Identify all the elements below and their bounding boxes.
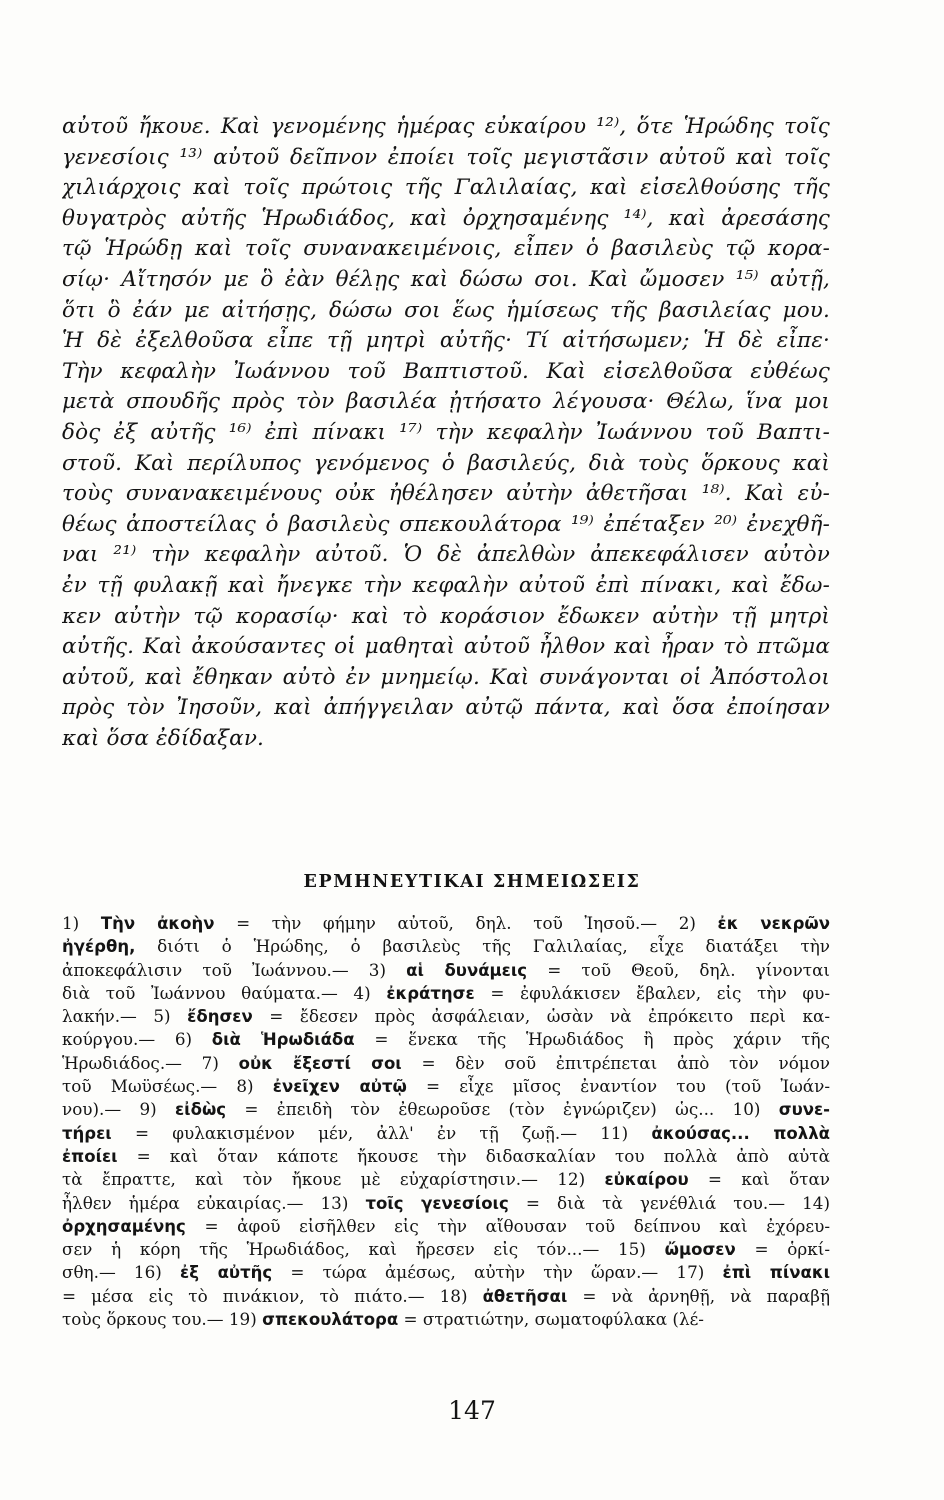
main-text-line: θυγατρὸς αὐτῆς Ἡρωδιάδος, καὶ ὀρχησαμένης ¹⁴⁾, καὶ ἀρεσάσης xyxy=(62,205,830,231)
note-term: τοῖς γενεσίοις xyxy=(365,1193,509,1213)
note-term: ὤμοσεν xyxy=(664,1240,736,1260)
note-line: τήρει = φυλακισμένον μέν, ἀλλ' ἐν τῇ ζωῇ.— 11) ἀκούσας... πολλὰ xyxy=(62,1122,830,1143)
note-term: ἐποίει xyxy=(62,1146,118,1166)
main-text-line: χιλιάρχοις καὶ τοῖς πρώτοις τῆς Γαλιλαίας, καὶ εἰσελθούσης τῆς xyxy=(62,175,830,201)
note-term: ἀθετῆσαι xyxy=(482,1286,568,1306)
note-term: διὰ Ἡρωδιάδα xyxy=(211,1030,355,1050)
note-line: τὰ ἔπραττε, καὶ τὸν ἤκουε μὲ εὐχαρίστησιν.— 12) εὐκαίρου = καὶ ὅταν xyxy=(62,1169,830,1190)
note-line: = μέσα εἰς τὸ πινάκιον, τὸ πιάτο.— 18) ἀθετῆσαι = νὰ ἀρνηθῇ, νὰ παραβῇ xyxy=(62,1285,830,1306)
note-line: κούργου.— 6) διὰ Ἡρωδιάδα = ἕνεκα τῆς Ἡρωδιάδος ἢ πρὸς χάριν τῆς xyxy=(62,1029,830,1050)
note-term: ἔδησεν xyxy=(187,1007,253,1027)
main-text-line: ἐν τῇ φυλακῇ καὶ ἤνεγκε τὴν κεφαλὴν αὐτοῦ ἐπὶ πίνακι, καὶ ἔδω- xyxy=(62,572,830,598)
main-text-line: Ἡ δὲ ἐξελθοῦσα εἶπε τῇ μητρὶ αὐτῆς· Τί αἰτήσωμεν; Ἡ δὲ εἶπε· xyxy=(62,328,830,354)
main-text-line: τοὺς συνανακειμένους οὐκ ἠθέλησεν αὐτὴν ἀθετῆσαι ¹⁸⁾. Καὶ εὐ- xyxy=(62,481,830,507)
note-line: τοῦ Μωϋσέως.— 8) ἐνεῖχεν αὐτῷ = εἶχε μῖσος ἐναντίον του (τοῦ Ἰωάν- xyxy=(62,1076,830,1097)
main-text-line: ναι ²¹⁾ τὴν κεφαλὴν αὐτοῦ. Ὁ δὲ ἀπελθὼν ἀπεκεφάλισεν αὐτὸν xyxy=(62,542,830,568)
note-term: οὐκ ἔξεστί σοι xyxy=(238,1053,402,1073)
note-term: ἠγέρθη, xyxy=(62,937,136,957)
main-text-line: τῷ Ἡρώδῃ καὶ τοῖς συνανακειμένοις, εἶπεν ὁ βασιλεὺς τῷ κορα- xyxy=(62,236,830,262)
note-line: ἀποκεφάλισιν τοῦ Ἰωάννου.— 3) αἱ δυνάμεις = τοῦ Θεοῦ, δηλ. γίνονται xyxy=(62,959,830,980)
main-text-line: αὐτῆς. Καὶ ἀκούσαντες οἱ μαθηταὶ αὐτοῦ ἦλθον καὶ ἦραν τὸ πτῶμα xyxy=(62,634,830,660)
main-text-line: αὐτοῦ ἤκουε. Καὶ γενομένης ἡμέρας εὐκαίρου ¹²⁾, ὅτε Ἡρώδης τοῖς xyxy=(62,114,830,139)
note-line: λακήν.— 5) ἔδησεν = ἔδεσεν πρὸς ἀσφάλειαν, ὡσὰν νὰ ἐπρόκειτο περὶ κα- xyxy=(62,1006,830,1027)
note-term: αἱ δυνάμεις xyxy=(406,960,528,980)
main-text-line: καὶ ὅσα ἐδίδαξαν. xyxy=(62,725,265,751)
note-term: ἐξ αὐτῆς xyxy=(180,1263,273,1283)
main-text-body xyxy=(62,112,830,754)
main-text-line: Τὴν κεφαλὴν Ἰωάννου τοῦ Βαπτιστοῦ. Καὶ εἰσελθοῦσα εὐθέως xyxy=(62,358,830,384)
note-term: ἐκράτησε xyxy=(386,983,475,1003)
main-text-line: πρὸς τὸν Ἰησοῦν, καὶ ἀπήγγειλαν αὐτῷ πάντα, καὶ ὅσα ἐποίησαν xyxy=(62,695,830,721)
notes-heading: ΕΡΜΗΝΕΥΤΙΚΑΙ ΣΗΜΕΙΩΣΕΙΣ xyxy=(303,872,641,892)
main-text-line: ὅτι ὃ ἐάν με αἰτήσῃς, δώσω σοι ἕως ἡμίσεως τῆς βασιλείας μου. xyxy=(62,297,830,323)
main-text-line: σίῳ· Αἴτησόν με ὃ ἐὰν θέλῃς καὶ δώσω σοι. Καὶ ὤμοσεν ¹⁵⁾ αὐτῇ, xyxy=(62,266,830,292)
note-term: σπεκουλάτορα xyxy=(262,1310,399,1330)
main-text-line: μετὰ σπουδῆς πρὸς τὸν βασιλέα ᾐτήσατο λέγουσα· Θέλω, ἵνα μοι xyxy=(62,389,830,415)
note-term: ὀρχησαμένης xyxy=(62,1216,186,1236)
note-term: εὐκαίρου xyxy=(604,1170,689,1190)
note-line: ἠγέρθη, διότι ὁ Ἡρώδης, ὁ βασιλεὺς τῆς Γαλιλαίας, εἶχε διατάξει τὴν xyxy=(62,936,830,957)
main-text-line: στοῦ. Καὶ περίλυπος γενόμενος ὁ βασιλεύς, διὰ τοὺς ὅρκους καὶ xyxy=(62,450,830,476)
note-term: τήρει xyxy=(62,1123,112,1143)
page-number: 147 xyxy=(448,1396,496,1425)
main-text-line: αὐτοῦ, καὶ ἔθηκαν αὐτὸ ἐν μνημείῳ. Καὶ συνάγονται οἱ Ἀπόστολοι xyxy=(62,664,830,690)
note-term: ἐκ νεκρῶν xyxy=(717,914,830,933)
main-text-line: δὸς ἐξ αὐτῆς ¹⁶⁾ ἐπὶ πίνακι ¹⁷⁾ τὴν κεφαλὴν Ἰωάννου τοῦ Βαπτι- xyxy=(62,419,830,445)
main-text-line: γενεσίοις ¹³⁾ αὐτοῦ δεῖπνον ἐποίει τοῖς μεγιστᾶσιν αὐτοῦ καὶ τοῖς xyxy=(62,144,830,170)
note-term: Τὴν ἀκοὴν xyxy=(100,914,215,933)
main-text-line: κεν αὐτὴν τῷ κορασίῳ· καὶ τὸ κοράσιον ἔδωκεν αὐτὴν τῇ μητρὶ xyxy=(62,603,830,629)
note-line: 1) Τὴν ἀκοὴν = τὴν φήμην αὐτοῦ, δηλ. τοῦ Ἰησοῦ.— 2) ἐκ νεκρῶν xyxy=(62,913,830,933)
main-text-line: θέως ἀποστείλας ὁ βασιλεὺς σπεκουλάτορα ¹⁹⁾ ἐπέταξεν ²⁰⁾ ἐνεχθῆ- xyxy=(62,511,830,537)
note-line: σθη.— 16) ἐξ αὐτῆς = τώρα ἀμέσως, αὐτὴν τὴν ὥραν.— 17) ἐπὶ πίνακι xyxy=(62,1262,830,1283)
note-line: ὀρχησαμένης = ἀφοῦ εἰσῆλθεν εἰς τὴν αἴθουσαν τοῦ δείπνου καὶ ἐχόρευ- xyxy=(62,1215,830,1236)
explanatory-notes xyxy=(62,912,830,1331)
note-line: ἦλθεν ἡμέρα εὐκαιρίας.— 13) τοῖς γενεσίοις = διὰ τὰ γενέθλιά του.— 14) xyxy=(62,1192,830,1213)
note-term: ἐνεῖχεν αὐτῷ xyxy=(272,1077,407,1097)
note-term: ἐπὶ πίνακι xyxy=(722,1263,830,1283)
note-term: ἀκούσας... πολλὰ xyxy=(651,1123,830,1143)
note-term: συνε- xyxy=(778,1100,830,1120)
note-line: σεν ἡ κόρη τῆς Ἡρωδιάδος, καὶ ἤρεσεν εἰς τόν...— 15) ὤμοσεν = ὁρκί- xyxy=(62,1239,830,1260)
note-term: εἰδὼς xyxy=(175,1100,227,1120)
note-line: Ἡρωδιάδος.— 7) οὐκ ἔξεστί σοι = δὲν σοῦ ἐπιτρέπεται ἀπὸ τὸν νόμον xyxy=(62,1052,830,1073)
note-line: τοὺς ὅρκους του.— 19) σπεκουλάτορα = στρατιώτην, σωματοφύλακα (λέ- xyxy=(62,1309,704,1330)
note-line: νου).— 9) εἰδὼς = ἐπειδὴ τὸν ἐθεωροῦσε (τὸν ἐγνώριζεν) ὡς... 10) συνε- xyxy=(62,1099,830,1120)
note-line: διὰ τοῦ Ἰωάννου θαύματα.— 4) ἐκράτησε = ἐφυλάκισεν ἔβαλεν, εἰς τὴν φυ- xyxy=(62,982,830,1003)
note-line: ἐποίει = καὶ ὅταν κάποτε ἤκουσε τὴν διδασκαλίαν του πολλὰ ἀπὸ αὐτὰ xyxy=(62,1145,830,1166)
